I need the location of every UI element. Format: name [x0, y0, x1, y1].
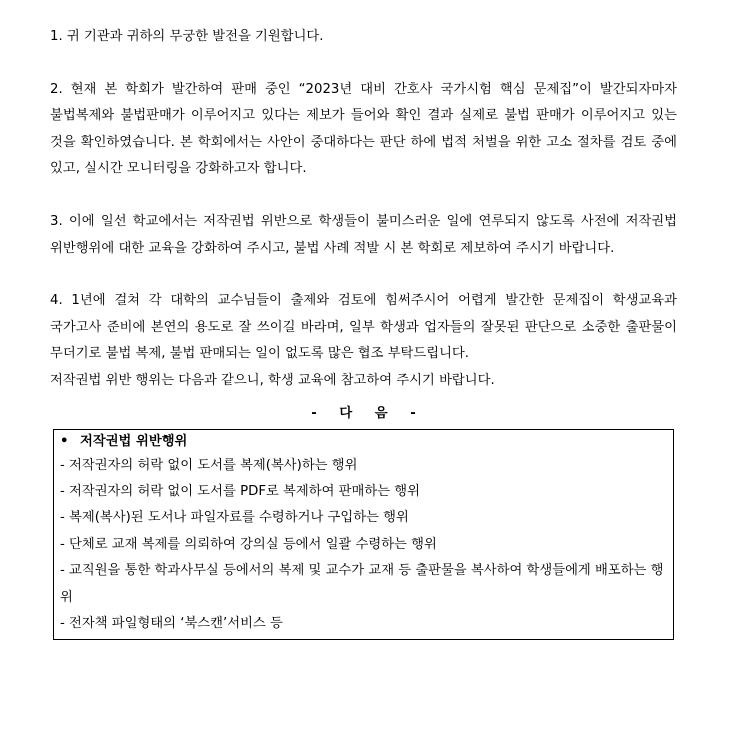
list-item: - 저작권자의 허락 없이 도서를 PDF로 복제하여 판매하는 행위	[60, 483, 420, 499]
list-item: - 저작권자의 허락 없이 도서를 복제(복사)하는 행위	[60, 457, 358, 473]
list-item: - 복제(복사)된 도서나 파일자료를 수령하거나 구입하는 행위	[60, 510, 409, 526]
list-item: - 교직원을 통한 학과사무실 등에서의 복제 및 교수가 교재 등 출판물을 복사하여 학생들에게 배포하는 행위	[60, 563, 664, 605]
list-item: - 전자책 파일형태의 ‘북스캔’서비스 등	[60, 615, 283, 631]
violations-list	[60, 453, 665, 638]
followup-sentence: 저작권법 위반 행위는 다음과 같으니, 학생 교육에 참고하여 주시기 바랍니다.	[50, 372, 495, 388]
violations-title-text: 저작권법 위반행위	[80, 433, 188, 449]
violations-box-title	[60, 431, 665, 453]
list-item: - 단체로 교재 복제를 의뢰하여 강의실 등에서 일괄 수령하는 행위	[60, 536, 437, 552]
paragraph-3: 3. 이에 일선 학교에서는 저작권법 위반으로 학생들이 불미스러운 일에 연루되지 않도록 사전에 저작권법 위반행위에 대한 교육을 강화하여 주시고, 불법 사례 적발 시 본 학회로 제보하여 주시기 바랍니다.	[50, 213, 677, 256]
paragraph-2: 2. 현재 본 학회가 발간하여 판매 중인 “2023년 대비 간호사 국가시험 핵심 문제집”이 발간되자마자 불법복제와 불법판매가 이루어지고 있다는 제보가 들어와 확인 결과 실제로 불법 판매가 이루어지고 있는 것을 확인하였습니다. 본 학회에서는 사안이 중대하다는 판단 하에 법적 처벌을 위한 고소 절차를 검토 중에 있고, 실시간 모니터링을 강화하고자 합니다.	[50, 81, 677, 177]
bullet-icon: •	[60, 433, 69, 449]
section-heading: - 다 음 -	[311, 405, 416, 421]
paragraph-1: 1. 귀 기관과 귀하의 무궁한 발전을 기원합니다.	[50, 29, 324, 44]
violations-box	[53, 429, 674, 641]
paragraph-4: 4. 1년에 걸쳐 각 대학의 교수님들이 출제와 검토에 힘써주시어 어렵게 발간한 문제집이 학생교육과 국가고사 준비에 본연의 용도로 잘 쓰이길 바라며, 일부 학생과 업자들의 잘못된 판단으로 소중한 출판물이 무더기로 불법 복제, 불법 판매되는 일이 없도록 많은 협조 부탁드립니다.	[50, 293, 677, 362]
